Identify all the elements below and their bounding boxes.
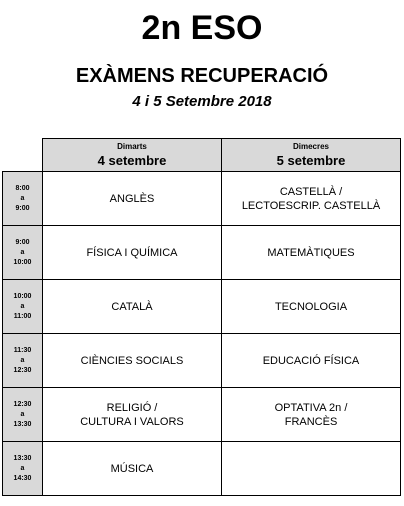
exam-schedule-table (2, 138, 401, 496)
time-end: 13:30 (13, 420, 32, 428)
subject-cell-dimecres (222, 226, 401, 280)
subject-cell-dimarts (43, 172, 222, 226)
subject-cell-dimarts (43, 334, 222, 388)
subject-line: CULTURA I VALORS (80, 415, 184, 428)
subject-cell-dimarts (43, 280, 222, 334)
time-end: 11:00 (13, 312, 32, 320)
schedule-body (3, 139, 401, 496)
time-end: 9:00 (15, 204, 30, 212)
subject-line: RELIGIÓ / (106, 401, 158, 414)
day-date: 5 setembre (276, 153, 346, 168)
subject-line: MÚSICA (110, 462, 154, 475)
subject-cell-dimarts (43, 226, 222, 280)
subject-cell-dimecres (222, 442, 401, 496)
time-slot-cell (3, 442, 43, 496)
subject-line: CIÈNCIES SOCIALS (80, 354, 184, 367)
time-end: 12:30 (13, 366, 32, 374)
day-name: Dimarts (117, 142, 147, 151)
time-separator: a (20, 302, 25, 310)
subject-line: OPTATIVA 2n / (274, 401, 348, 414)
subject-line: FÍSICA I QUÍMICA (86, 246, 178, 259)
time-slot-cell (3, 388, 43, 442)
table-row (3, 334, 401, 388)
subject-cell-dimarts (43, 442, 222, 496)
time-start: 11:30 (13, 346, 32, 354)
time-separator: a (20, 194, 25, 202)
time-separator: a (20, 410, 25, 418)
time-start: 13:30 (13, 454, 32, 462)
day-date: 4 setembre (97, 153, 167, 168)
subject-line: CATALÀ (111, 300, 153, 313)
corner-cell (3, 139, 43, 172)
subject-cell-dimecres (222, 280, 401, 334)
subject-cell-dimecres (222, 172, 401, 226)
time-start: 8:00 (15, 184, 30, 192)
table-row (3, 280, 401, 334)
subject-line: ANGLÈS (109, 192, 155, 205)
time-start: 12:30 (13, 400, 32, 408)
time-slot-cell (3, 226, 43, 280)
table-header-row (3, 139, 401, 172)
time-slot-cell (3, 172, 43, 226)
day-header-1 (43, 139, 222, 172)
day-header-2 (222, 139, 401, 172)
subject-line: TECNOLOGIA (274, 300, 348, 313)
subject-line: LECTOESCRIP. CASTELLÀ (241, 199, 381, 212)
time-slot-cell (3, 280, 43, 334)
time-slot-cell (3, 334, 43, 388)
subject-line: MATEMÀTIQUES (267, 246, 355, 259)
subject-line: EDUCACIÓ FÍSICA (262, 354, 360, 367)
page-subtitle: EXÀMENS RECUPERACIÓ (75, 65, 329, 87)
table-row (3, 226, 401, 280)
page-title: 2n ESO (141, 9, 263, 47)
time-separator: a (20, 248, 25, 256)
time-separator: a (20, 464, 25, 472)
subject-line: CASTELLÀ / (279, 185, 343, 198)
day-name: Dimecres (292, 142, 330, 151)
exam-dates: 4 i 5 Setembre 2018 (132, 93, 272, 110)
time-separator: a (20, 356, 25, 364)
table-row (3, 388, 401, 442)
time-start: 9:00 (15, 238, 30, 246)
table-row (3, 172, 401, 226)
subject-cell-dimarts (43, 388, 222, 442)
time-end: 10:00 (13, 258, 32, 266)
subject-cell-dimecres (222, 388, 401, 442)
subject-line: FRANCÈS (284, 415, 338, 428)
subject-cell-dimecres (222, 334, 401, 388)
time-end: 14:30 (13, 474, 32, 482)
time-start: 10:00 (13, 292, 32, 300)
table-row (3, 442, 401, 496)
